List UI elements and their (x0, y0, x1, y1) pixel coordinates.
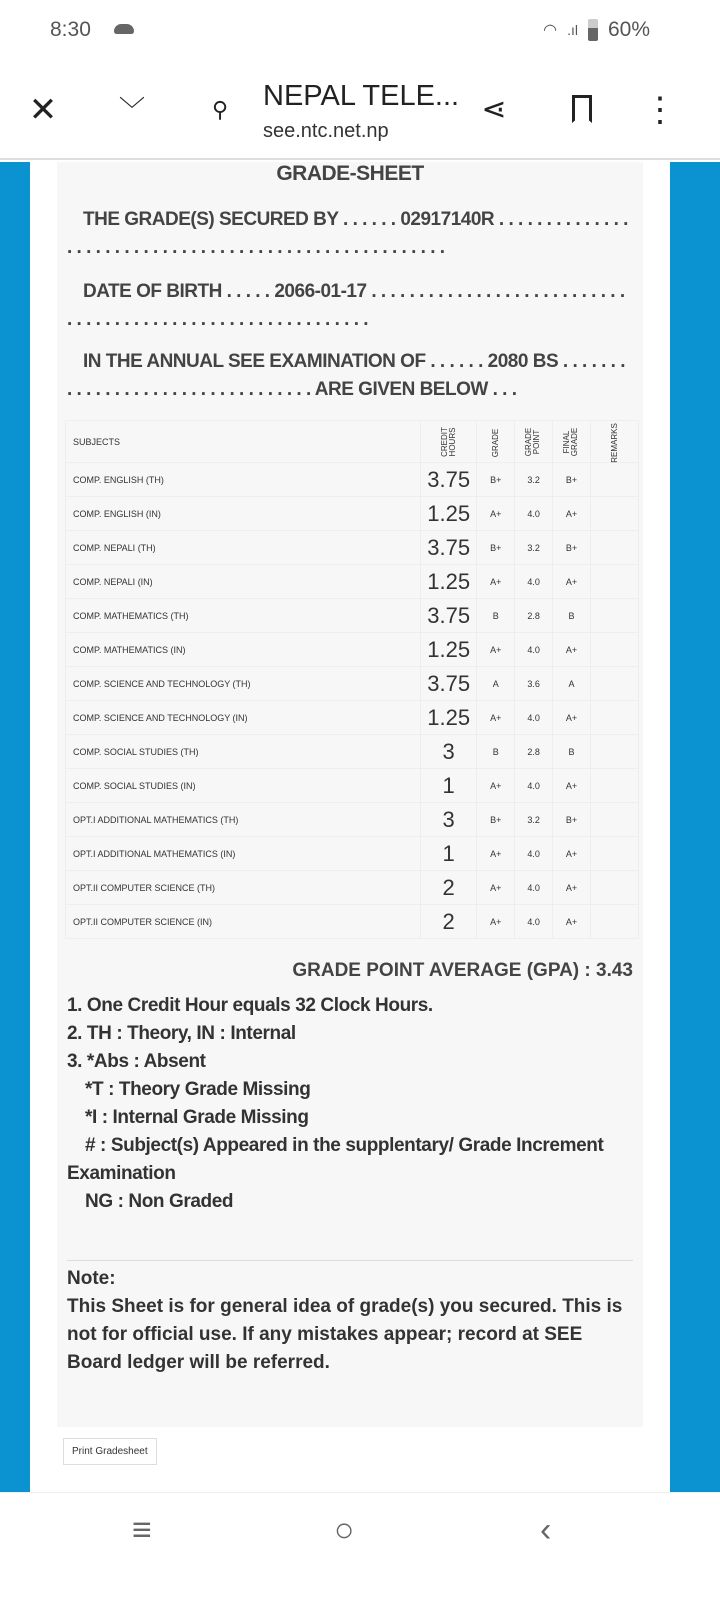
table-row (66, 531, 639, 565)
cell-subject: COMP. SOCIAL STUDIES (TH) (66, 735, 421, 769)
table-row (66, 769, 639, 803)
cell-subject: OPT.II COMPUTER SCIENCE (TH) (66, 871, 421, 905)
col-grade-point: GRADE POINT (515, 421, 553, 463)
cell-remarks (591, 701, 639, 735)
table-row (66, 633, 639, 667)
table-row (66, 803, 639, 837)
back-icon[interactable]: ‹ (540, 1511, 552, 1549)
cell-remarks (591, 905, 639, 939)
cell-grade-point: 4.0 (515, 905, 553, 939)
gpa: GRADE POINT AVERAGE (GPA) : 3.43 (292, 960, 633, 981)
cell-subject: COMP. ENGLISH (IN) (66, 497, 421, 531)
disclaimer (67, 1260, 633, 1377)
page-settings-icon[interactable]: ⚲ (211, 97, 229, 122)
col-final-grade: FINAL GRADE (553, 421, 591, 463)
cell-grade-point: 3.6 (515, 667, 553, 701)
cell-grade-point: 3.2 (515, 531, 553, 565)
cell-credit-hours: 1 (421, 769, 477, 803)
note-line: Examination (67, 1163, 176, 1184)
cell-grade: A+ (477, 837, 515, 871)
cloud-icon (114, 24, 134, 34)
cell-remarks (591, 803, 639, 837)
home-icon[interactable]: ○ (334, 1511, 355, 1549)
table-row (66, 871, 639, 905)
secured-by: THE GRADE(S) SECURED BY . . . . . . 02917140R . . . . . . . . . . . . . . . . . . . . . . . . . . . . . . . . . . . . . . . . . . . . . . . . . . . . . . (67, 209, 628, 258)
cell-remarks (591, 633, 639, 667)
table-row (66, 497, 639, 531)
status-bar (0, 0, 720, 60)
table-row (66, 565, 639, 599)
cell-final-grade: A+ (553, 633, 591, 667)
cell-grade: A+ (477, 701, 515, 735)
cell-grade-point: 4.0 (515, 837, 553, 871)
cell-grade: A+ (477, 633, 515, 667)
cell-grade: A+ (477, 871, 515, 905)
cell-final-grade: A+ (553, 497, 591, 531)
cell-remarks (591, 497, 639, 531)
sheet-heading: GRADE-SHEET (276, 162, 424, 185)
note-line: NG : Non Graded (85, 1191, 234, 1212)
cell-subject: COMP. NEPALI (TH) (66, 531, 421, 565)
cell-credit-hours: 3 (421, 803, 477, 837)
cell-subject: COMP. NEPALI (IN) (66, 565, 421, 599)
cell-subject: COMP. MATHEMATICS (IN) (66, 633, 421, 667)
note-line: 3. *Abs : Absent (67, 1051, 206, 1072)
cell-final-grade: A+ (553, 769, 591, 803)
cell-subject: COMP. ENGLISH (TH) (66, 463, 421, 497)
battery-icon (588, 19, 598, 41)
table-row (66, 735, 639, 769)
grades-table (65, 420, 639, 939)
cell-remarks (591, 531, 639, 565)
cell-credit-hours: 2 (421, 871, 477, 905)
table-row (66, 837, 639, 871)
cell-subject: OPT.I ADDITIONAL MATHEMATICS (IN) (66, 837, 421, 871)
page-background (0, 162, 720, 1492)
cell-final-grade: A+ (553, 871, 591, 905)
cell-final-grade: A+ (553, 565, 591, 599)
table-row (66, 905, 639, 939)
cell-subject: COMP. SCIENCE AND TECHNOLOGY (TH) (66, 667, 421, 701)
cell-subject: COMP. SCIENCE AND TECHNOLOGY (IN) (66, 701, 421, 735)
col-remarks: REMARKS (591, 421, 639, 463)
exam-line: IN THE ANNUAL SEE EXAMINATION OF . . . . . . 2080 BS . . . . . . . . . . . . . . . . . . . . . . . . . . . . . . . . . ARE GIVEN BELOW . . . (67, 351, 626, 400)
battery-percent: 60% (607, 18, 650, 41)
cell-credit-hours: 1.25 (421, 565, 477, 599)
cell-subject: OPT.II COMPUTER SCIENCE (IN) (66, 905, 421, 939)
cell-final-grade: B+ (553, 803, 591, 837)
cell-remarks (591, 769, 639, 803)
table-row (66, 599, 639, 633)
cell-subject: OPT.I ADDITIONAL MATHEMATICS (TH) (66, 803, 421, 837)
cell-credit-hours: 3.75 (421, 463, 477, 497)
cell-grade-point: 4.0 (515, 769, 553, 803)
page-title: NEPAL TELE... (263, 80, 460, 112)
cell-remarks (591, 599, 639, 633)
note-line: *T : Theory Grade Missing (85, 1079, 311, 1100)
cell-credit-hours: 1.25 (421, 633, 477, 667)
col-grade: GRADE (477, 421, 515, 463)
cell-grade-point: 4.0 (515, 633, 553, 667)
cell-remarks (591, 667, 639, 701)
cell-grade-point: 2.8 (515, 735, 553, 769)
cell-grade-point: 4.0 (515, 701, 553, 735)
cell-final-grade: A+ (553, 837, 591, 871)
note-line: # : Subject(s) Appeared in the supplentary/ Grade Increment (85, 1135, 604, 1156)
note-text: This Sheet is for general idea of grade(s) you secured. This is not for official use. If any mistakes appear; record at SEE Board ledger will be referred. (67, 1296, 623, 1373)
cell-grade-point: 2.8 (515, 599, 553, 633)
cell-grade: A+ (477, 769, 515, 803)
cell-grade: A+ (477, 497, 515, 531)
grade-sheet (57, 162, 643, 1427)
cell-credit-hours: 3.75 (421, 599, 477, 633)
cell-grade-point: 4.0 (515, 497, 553, 531)
cell-final-grade: A+ (553, 701, 591, 735)
col-subjects: SUBJECTS (66, 421, 421, 463)
cell-remarks (591, 565, 639, 599)
cell-remarks (591, 871, 639, 905)
wifi-icon: ◠ (543, 22, 558, 39)
recent-apps-icon[interactable]: ≡ (132, 1511, 152, 1549)
cell-credit-hours: 2 (421, 905, 477, 939)
cell-credit-hours: 3 (421, 735, 477, 769)
close-icon[interactable]: ✕ (28, 91, 58, 129)
cell-grade: B+ (477, 531, 515, 565)
cell-grade-point: 4.0 (515, 565, 553, 599)
chevron-down-icon[interactable]: ﹀ (118, 95, 145, 125)
cell-credit-hours: 3.75 (421, 667, 477, 701)
cell-final-grade: B+ (553, 531, 591, 565)
cell-grade: A (477, 667, 515, 701)
bookmark-icon[interactable] (562, 92, 602, 132)
table-row (66, 463, 639, 497)
cell-remarks (591, 735, 639, 769)
cell-final-grade: B (553, 599, 591, 633)
cell-credit-hours: 1.25 (421, 701, 477, 735)
cell-grade-point: 4.0 (515, 871, 553, 905)
cell-grade-point: 3.2 (515, 803, 553, 837)
cell-remarks (591, 837, 639, 871)
share-icon[interactable]: ⋖ (481, 93, 507, 126)
cell-final-grade: A+ (553, 905, 591, 939)
cell-grade: B (477, 735, 515, 769)
browser-toolbar (0, 60, 720, 160)
clock: 8:30 (50, 18, 91, 41)
cell-remarks (591, 463, 639, 497)
cell-final-grade: A (553, 667, 591, 701)
content-panel (30, 162, 670, 1492)
cell-final-grade: B+ (553, 463, 591, 497)
date-of-birth: DATE OF BIRTH . . . . . 2066-01-17 . . . . . . . . . . . . . . . . . . . . . . . . . . . . . . . . . . . . . . . . . . . . . . . . . . . . . . . . . . . (67, 281, 625, 330)
note-line: 1. One Credit Hour equals 32 Clock Hours. (67, 995, 433, 1016)
cell-grade-point: 3.2 (515, 463, 553, 497)
page-url[interactable]: see.ntc.net.np (263, 120, 389, 142)
print-gradesheet-button[interactable]: Print Gradesheet (63, 1438, 157, 1465)
table-row (66, 701, 639, 735)
legend-notes (67, 992, 633, 1216)
signal-icon: .ıl (567, 22, 578, 38)
table-row (66, 667, 639, 701)
cell-grade: B (477, 599, 515, 633)
cell-grade: B+ (477, 803, 515, 837)
cell-subject: COMP. MATHEMATICS (TH) (66, 599, 421, 633)
cell-grade: B+ (477, 463, 515, 497)
cell-grade: A+ (477, 905, 515, 939)
system-nav-bar (0, 1492, 720, 1612)
cell-subject: COMP. SOCIAL STUDIES (IN) (66, 769, 421, 803)
more-options-icon[interactable]: ⋮ (643, 91, 677, 129)
note-title: Note: (67, 1268, 116, 1289)
cell-final-grade: B (553, 735, 591, 769)
note-line: *I : Internal Grade Missing (85, 1107, 309, 1128)
cell-grade: A+ (477, 565, 515, 599)
cell-credit-hours: 3.75 (421, 531, 477, 565)
cell-credit-hours: 1 (421, 837, 477, 871)
col-credit-hours: CREDIT HOURS (421, 421, 477, 463)
note-line: 2. TH : Theory, IN : Internal (67, 1023, 296, 1044)
cell-credit-hours: 1.25 (421, 497, 477, 531)
